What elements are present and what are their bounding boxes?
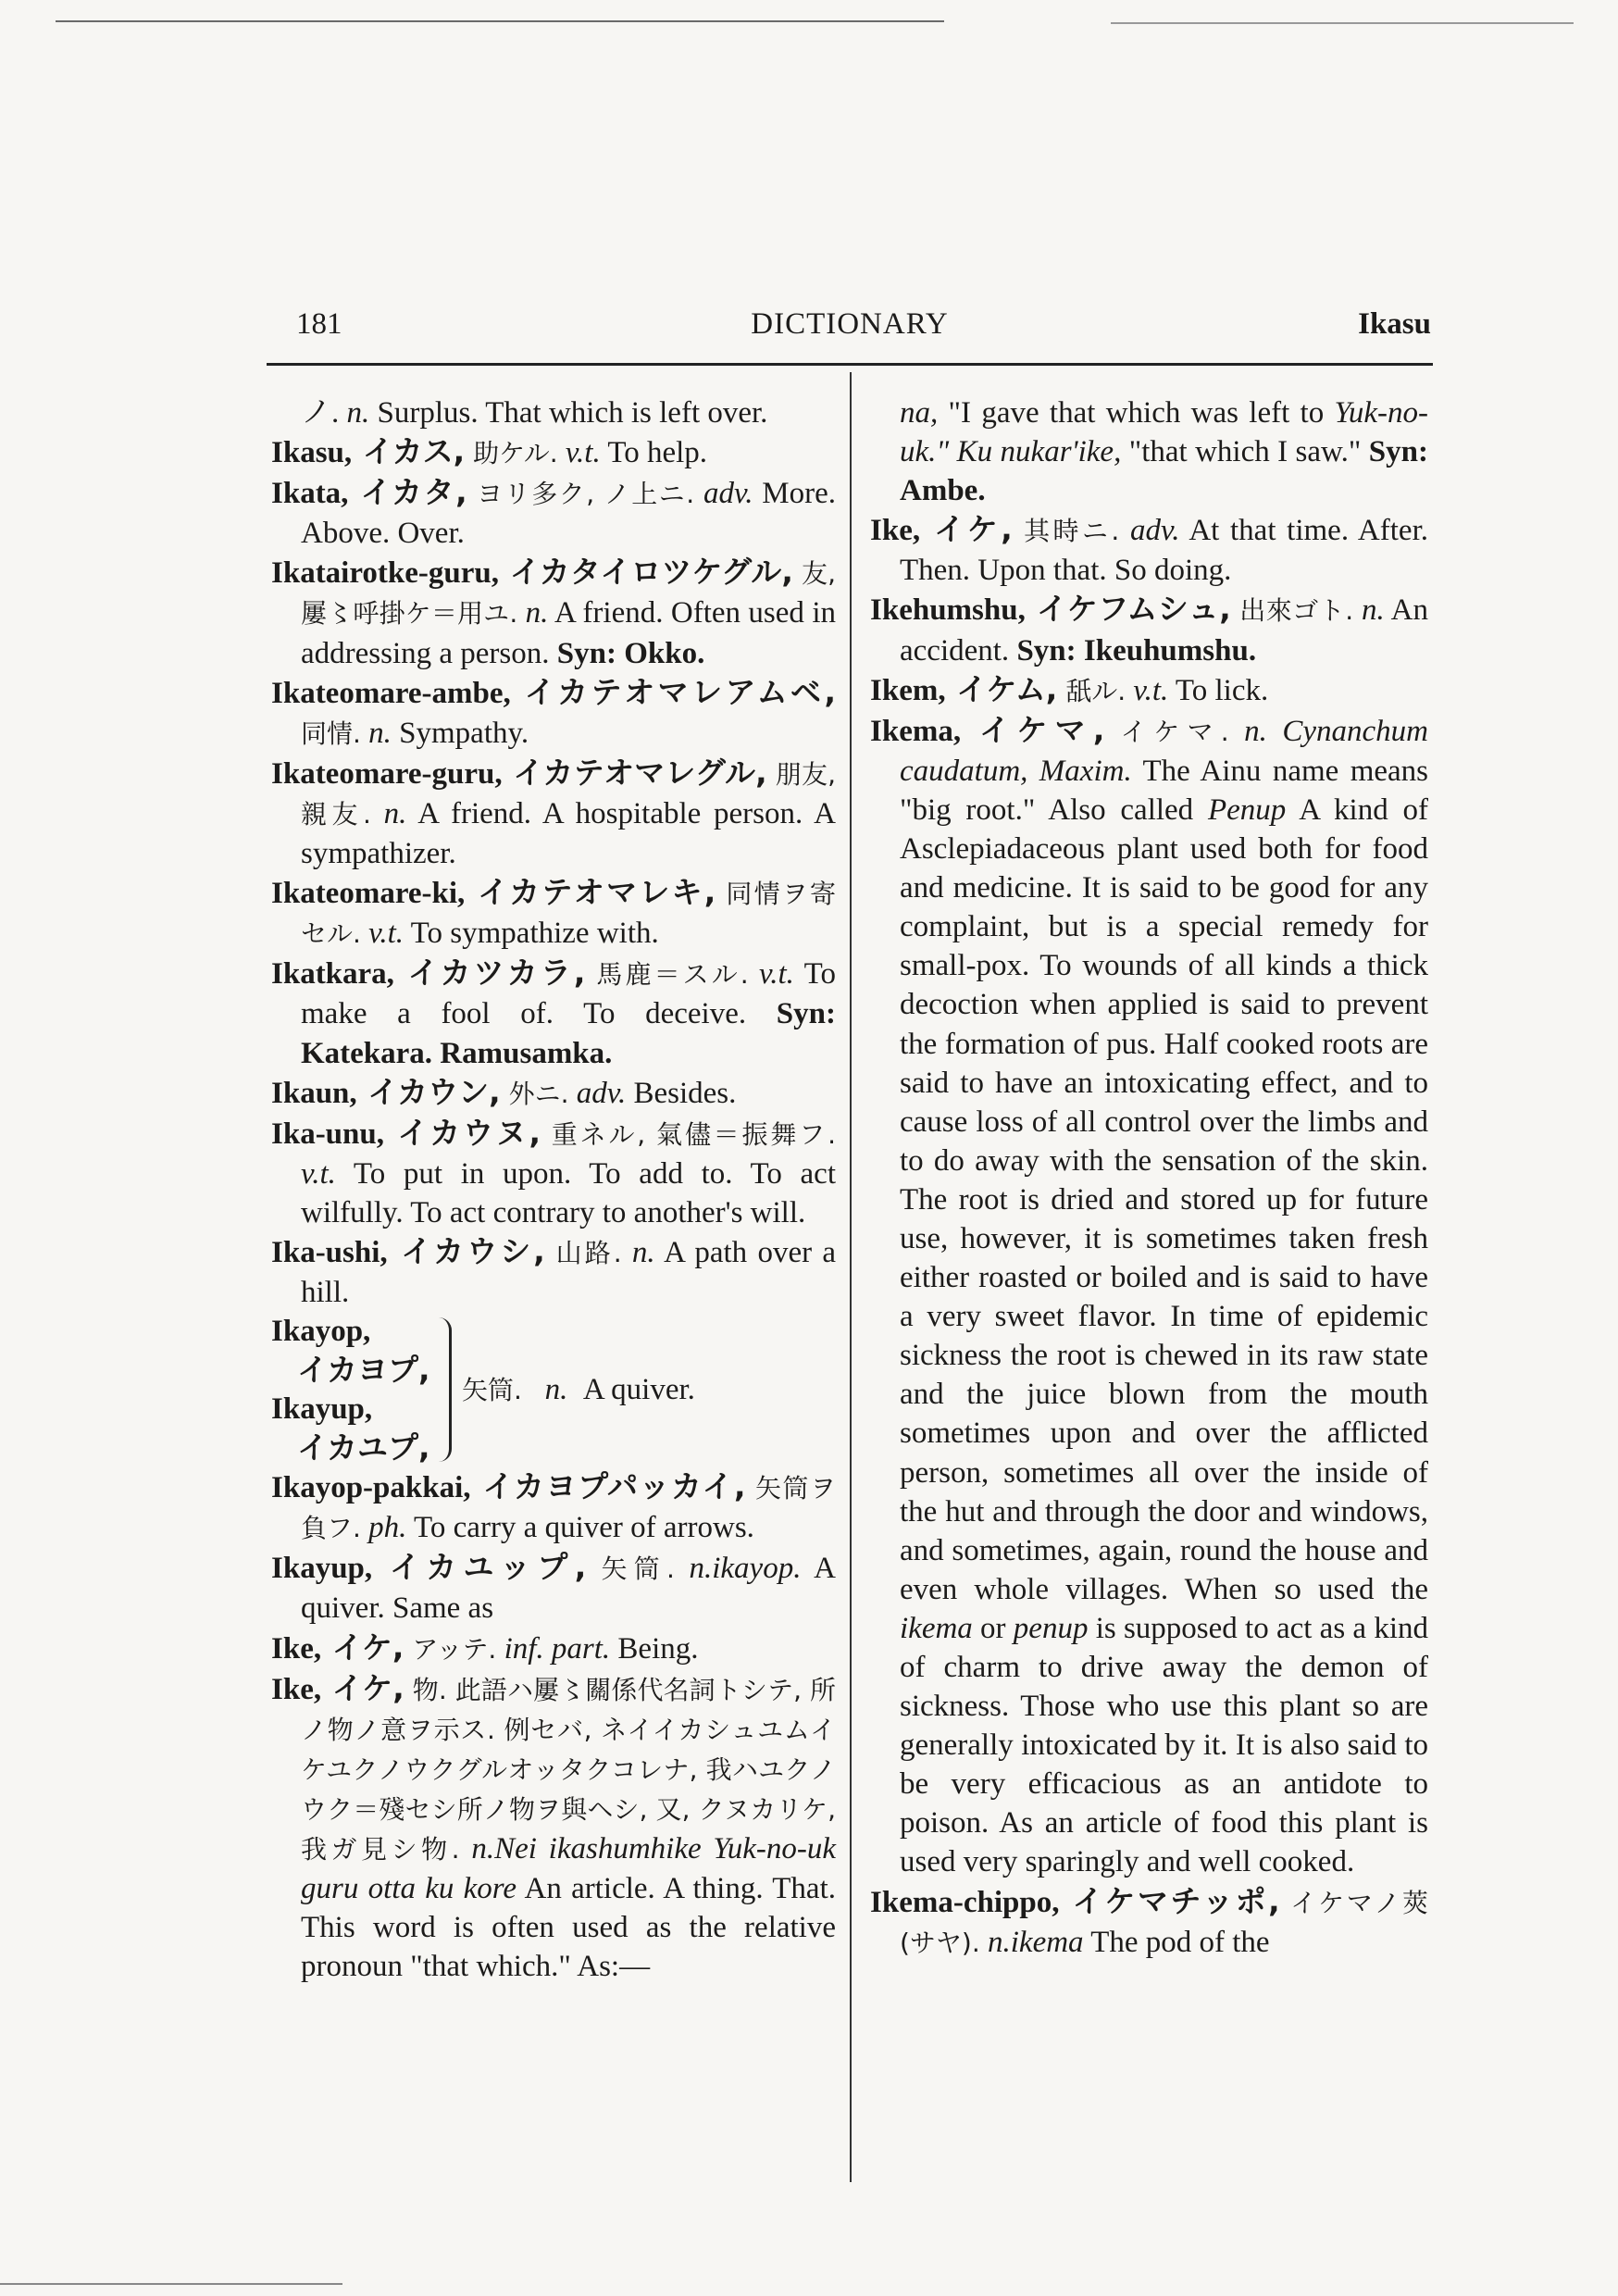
katakana: イカテオマレキ,: [465, 874, 716, 911]
dictionary-entry: [271, 754, 836, 873]
part-of-speech: n.: [1228, 714, 1267, 748]
definition: "that which I saw.": [1121, 435, 1362, 469]
definition: A path over a hill.: [301, 1235, 836, 1310]
part-of-speech: v.t.: [1126, 673, 1169, 707]
japanese-gloss: 助ケル.: [465, 438, 558, 469]
part-of-speech: n.: [346, 396, 370, 430]
katakana: イカタイロツケグル,: [499, 554, 793, 591]
part-of-speech: v.t.: [557, 436, 601, 470]
italic-term: penup: [1013, 1611, 1089, 1645]
dictionary-entry: [271, 473, 836, 553]
definition: To make a fool of. To deceive.: [301, 957, 836, 1031]
definition: An article. A thing. That. This word is often used as the relative pronoun "that which." As:—: [301, 1872, 836, 1984]
dictionary-entry: [870, 393, 1428, 510]
katakana: イケ,: [920, 511, 1013, 548]
definition: To put in upon. To add to. To act wilfully. To act contrary to another's will.: [301, 1156, 836, 1229]
japanese-gloss: 出來ゴト.: [1230, 595, 1354, 627]
dictionary-entry: [870, 510, 1428, 590]
definition: "I gave that which was left to: [938, 396, 1335, 430]
italic-term: Nei ikashumhike Yuk-no-uk guru otta ku kore: [301, 1832, 837, 1906]
dictionary-entry: [870, 711, 1428, 1882]
dictionary-entry: [271, 673, 836, 754]
japanese-gloss: 外ニ.: [500, 1078, 569, 1109]
definition: The Ainu name means "big root." Also called: [900, 754, 1428, 827]
headword: Ikayup,: [271, 1552, 373, 1586]
dictionary-entry: [271, 1232, 836, 1312]
headword: Ikatkara,: [271, 957, 394, 992]
italic-term: Penup: [1207, 792, 1287, 827]
japanese-gloss: 其時ニ.: [1012, 516, 1120, 547]
synonym: Syn: Katekara. Ramusamka.: [301, 997, 836, 1070]
japanese-gloss: 矢筒.: [586, 1554, 675, 1585]
italic-term: Cynanchum caudatum, Maxim.: [900, 714, 1429, 788]
headword: Ikata,: [271, 477, 349, 511]
page-number: 181: [296, 307, 342, 341]
headword: Ikayop,: [271, 1315, 371, 1349]
katakana: イケマチッポ,: [1059, 1882, 1280, 1919]
headword: Ikateomare-ki,: [271, 877, 466, 911]
continuation: na,: [900, 396, 939, 430]
katakana: イケ,: [321, 1669, 404, 1706]
dictionary-entry: [271, 393, 836, 432]
japanese-gloss: 重ネル, 氣儘＝振舞フ.: [540, 1118, 836, 1150]
definition: Besides.: [626, 1076, 737, 1110]
headword: Ike,: [870, 514, 921, 548]
katakana: イカヨプパッカイ,: [470, 1468, 746, 1505]
dictionary-entry: [271, 1467, 836, 1548]
scan-edge-line: [56, 20, 944, 22]
part-of-speech: ph.: [360, 1511, 407, 1545]
headword: Ikayop-pakkai,: [271, 1471, 471, 1505]
part-of-speech: v.t.: [748, 957, 794, 992]
part-of-speech: n.: [979, 1925, 1011, 1959]
katakana: イケム,: [945, 670, 1058, 707]
japanese-gloss: 矢筒.: [462, 1375, 522, 1406]
katakana: イカユプ,: [297, 1429, 430, 1466]
japanese-gloss: 矢筒ヲ負フ.: [301, 1473, 837, 1544]
dictionary-entry: [271, 553, 836, 672]
japanese-gloss: イケマノ莢(サヤ).: [900, 1887, 1428, 1958]
scan-edge-line: [1111, 22, 1574, 24]
part-of-speech: adv.: [568, 1076, 627, 1110]
definition: More. Above. Over.: [301, 477, 836, 551]
italic-term: ikema: [1010, 1925, 1084, 1959]
definition: Being.: [610, 1631, 699, 1666]
definition: To lick.: [1168, 673, 1269, 707]
italic-term: ikayop.: [712, 1552, 802, 1586]
definition: A friend. Often used in addressing a person.: [301, 596, 837, 670]
dictionary-entry: [271, 1628, 836, 1669]
headword: Ikema-chippo,: [870, 1885, 1060, 1919]
running-title: DICTIONARY: [751, 307, 949, 341]
japanese-gloss: 山路.: [544, 1237, 622, 1268]
katakana: イカタ,: [348, 474, 467, 511]
italic-term: Yuk-no-uk." Ku nukar'ike,: [900, 396, 1428, 469]
brace-definition: [462, 1370, 695, 1410]
headword: Ike,: [271, 1672, 322, 1706]
definition: Surplus. That which is left over.: [369, 396, 768, 430]
headword: Ikateomare-guru,: [271, 756, 503, 791]
katakana: イケ,: [321, 1628, 404, 1666]
synonym: Syn: Ikeuhumshu.: [1009, 633, 1257, 668]
definition: A friend. A hospitable person. A sympathizer.: [301, 796, 837, 871]
definition: is supposed to act as a kind of charm to drive away the demon of sickness. Those who use this plant so are generally intoxicated by it. It is also said to be very efficacious as an antidote to poison. As an article of food this plant is used very sparingly and well cooked.: [900, 1611, 1428, 1879]
headword: Ikayup,: [271, 1392, 373, 1427]
japanese-gloss: アッテ.: [404, 1633, 497, 1665]
definition: A quiver.: [582, 1373, 695, 1407]
definition: or: [972, 1611, 1014, 1645]
dictionary-entry: [271, 1073, 836, 1114]
guide-word: Ikasu: [1358, 307, 1431, 341]
brace-bracket: [436, 1317, 452, 1462]
japanese-gloss: 同情ヲ寄セル.: [301, 879, 836, 950]
headword: Ikaun,: [271, 1076, 357, 1110]
definition: To sympathize with.: [404, 917, 659, 951]
definition: Sympathy.: [391, 716, 529, 750]
definition: An accident.: [900, 593, 1428, 668]
japanese-gloss: 馬鹿＝スル.: [585, 959, 749, 991]
part-of-speech: adv.: [694, 477, 753, 511]
synonym: Syn: Okko.: [549, 636, 705, 670]
part-of-speech: n.: [621, 1235, 655, 1269]
katakana: イカス,: [352, 433, 466, 470]
headword: Ika-ushi,: [271, 1235, 388, 1269]
katakana: イカテオマレグル,: [502, 754, 767, 791]
definition: To help.: [600, 436, 708, 470]
headword: Ikatairotke-guru,: [271, 556, 499, 591]
part-of-speech: adv.: [1119, 514, 1180, 548]
part-of-speech: n.: [459, 1832, 495, 1866]
continuation: ノ.: [301, 396, 347, 430]
scan-edge-line: [0, 2283, 342, 2285]
katakana: イカウシ,: [387, 1232, 545, 1269]
dictionary-entry: [870, 670, 1428, 711]
katakana: イカヨプ,: [297, 1352, 430, 1389]
header-rule: [267, 363, 1433, 366]
headword: Ike,: [271, 1631, 322, 1666]
headword: Ikateomare-ambe,: [271, 676, 511, 710]
part-of-speech: v.t.: [360, 917, 404, 951]
part-of-speech: n.: [517, 596, 549, 630]
headword: Ikasu,: [271, 436, 353, 470]
katakana: イカウン,: [356, 1073, 501, 1110]
definition: A kind of Asclepiadaceous plant used both for food and medicine. It is said to be good for any complaint, but is a special remedy for small-pox. To wounds of all kinds a thick decoction when applied is said to prevent the formation of pus. Half cooked roots are said to have an intoxicating effect, and to cause loss of all control over the limbs and to do away with the sensation of the skin. The root is dried and stored up for future use, however, it is sometimes taken fresh either roasted or boiled and is said to have a very sweet flavor. In time of epidemic sickness the root is chewed in its raw state and the juice blown from the mouth sometimes upon and over the afflicted person, sometimes all over the inside of the hut and through the door and windows, and sometimes, again, round the house and even whole villages. When so used the: [900, 792, 1428, 1606]
synonym: Syn: Ambe.: [900, 435, 1428, 508]
left-column: [271, 393, 836, 1986]
katakana: イカユップ,: [372, 1549, 587, 1586]
japanese-gloss: 舐ル.: [1057, 675, 1126, 706]
part-of-speech: n.: [674, 1552, 713, 1586]
italic-term: ikema: [900, 1611, 973, 1645]
dictionary-entry: [271, 873, 836, 954]
part-of-speech: inf. part.: [496, 1631, 611, 1666]
katakana: イケマ,: [961, 711, 1105, 748]
definition: The pod of the: [1083, 1925, 1270, 1959]
japanese-gloss: イケマ.: [1104, 716, 1229, 747]
page-header: [268, 307, 1431, 354]
dictionary-entry: [271, 1548, 836, 1628]
right-column: [870, 393, 1428, 1963]
katakana: イカテオマレアムベ,: [510, 673, 836, 710]
definition: A quiver. Same as: [301, 1552, 837, 1626]
brace-entry: [271, 1312, 836, 1467]
katakana: イカウヌ,: [384, 1114, 541, 1151]
dictionary-entry: [271, 954, 836, 1072]
japanese-gloss: ヨリ多ク, ノ上ニ.: [467, 479, 695, 510]
part-of-speech: n.: [1353, 593, 1385, 628]
column-divider: [850, 372, 852, 2182]
dictionary-entry: [870, 590, 1428, 669]
dictionary-entry: [271, 1669, 836, 1987]
headword: Ikehumshu,: [870, 593, 1026, 628]
part-of-speech: n.: [360, 716, 392, 750]
dictionary-entry: [870, 1882, 1428, 1963]
part-of-speech: n.: [544, 1373, 568, 1407]
dictionary-entry: [271, 432, 836, 473]
part-of-speech: v.t.: [301, 1156, 336, 1191]
definition: At that time. After. Then. Upon that. So doing.: [900, 514, 1428, 588]
headword: Ika-unu,: [271, 1117, 384, 1151]
japanese-gloss: 物. 此語ハ屢〻關係代名詞トシテ, 所ノ物ノ意ヲ示ス. 例セバ, ネイイカシュユムイケユクノウクグルオッタクコレナ, 我ハユクノウク＝殘セシ所ノ物ヲ與ヘシ, 又, クヌカリケ, 我ガ見シ物.: [301, 1674, 836, 1865]
headword: Ikema,: [870, 714, 962, 748]
japanese-gloss: 朋友, 親友.: [301, 758, 836, 830]
dictionary-entry: [271, 1114, 836, 1232]
katakana: イケフムシュ,: [1025, 591, 1231, 628]
katakana: イカツカラ,: [393, 955, 586, 992]
headword: Ikem,: [870, 673, 946, 707]
japanese-gloss: 友, 屢〻呼掛ケ＝用ユ.: [301, 558, 836, 630]
definition: To carry a quiver of arrows.: [406, 1511, 754, 1545]
japanese-gloss: 同情.: [301, 718, 361, 749]
part-of-speech: n.: [370, 796, 407, 830]
